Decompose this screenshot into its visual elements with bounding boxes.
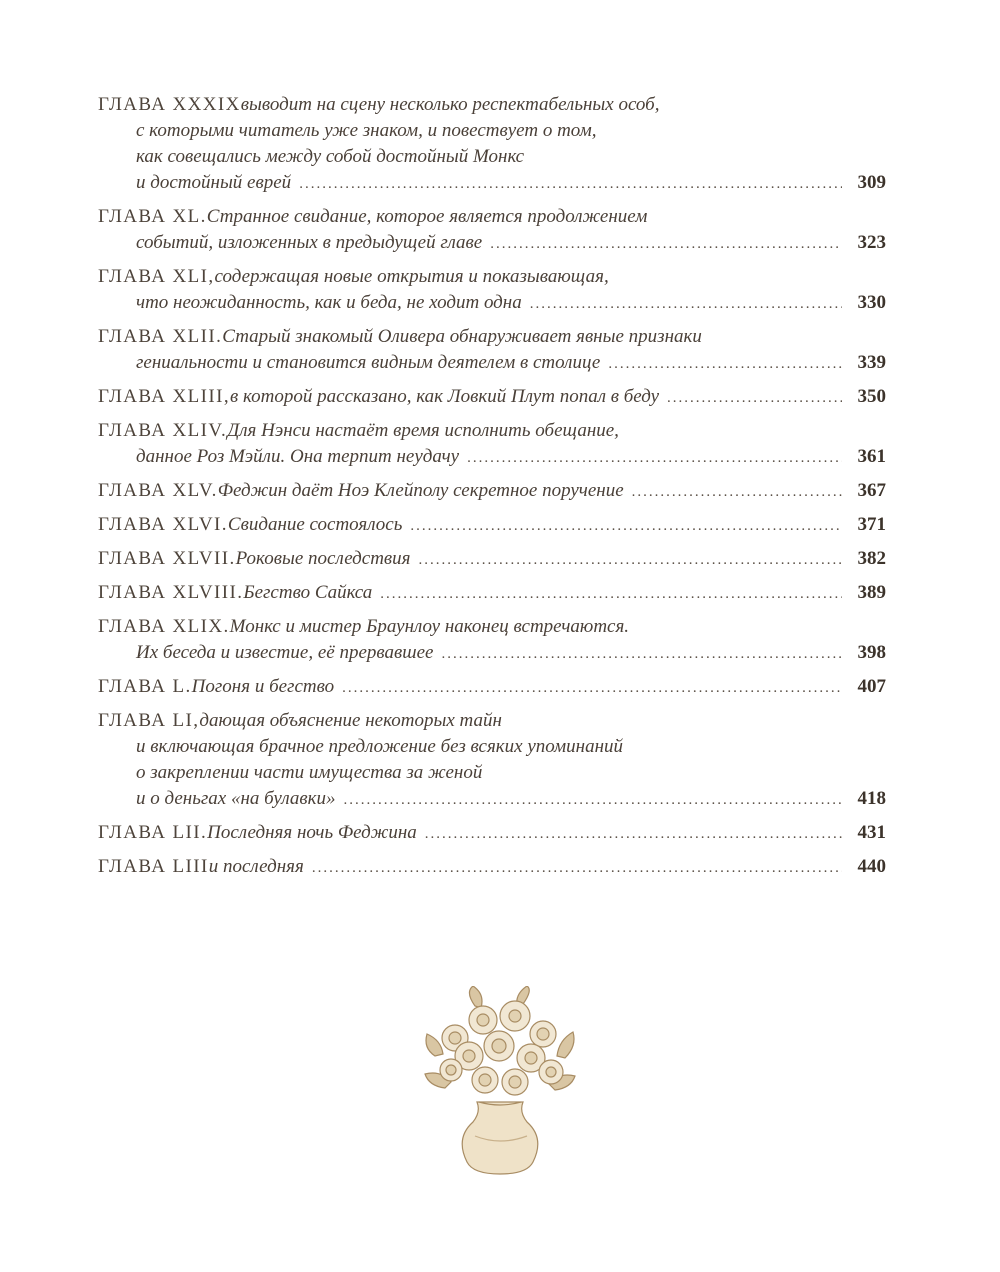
dot-leader [467, 445, 842, 471]
page-number: 382 [857, 548, 886, 569]
dot-leader [441, 641, 842, 667]
toc-entry[interactable] [98, 580, 886, 606]
toc-entry-line [98, 418, 886, 444]
chapter-description: с которыми читатель уже знаком, и повествует о том, [136, 120, 597, 141]
page-number: 371 [857, 514, 886, 535]
toc-entry-line [98, 118, 886, 144]
dot-leader [632, 479, 842, 505]
toc-entry[interactable] [98, 418, 886, 470]
toc-entry-line [98, 674, 886, 700]
toc-entry[interactable] [98, 478, 886, 504]
page-number: 418 [857, 788, 886, 809]
toc-entry-line [98, 170, 886, 196]
dot-leader [380, 581, 842, 607]
chapter-description: как совещались между собой достойный Монкс [136, 146, 525, 167]
page-number: 323 [857, 232, 886, 253]
flower-vase-icon [415, 986, 585, 1176]
toc-entry-line [98, 512, 886, 538]
page-number: 407 [857, 676, 886, 697]
toc-entry-line [98, 324, 886, 350]
toc-entry[interactable] [98, 546, 886, 572]
toc-entry-line [98, 230, 886, 256]
page-number: 398 [857, 642, 886, 663]
chapter-number: ГЛАВА XLVII. [98, 548, 236, 569]
chapter-description: Старый знакомый Оливера обнаруживает явные признаки [222, 326, 702, 347]
chapter-description: и о деньгах «на булавки» [136, 788, 336, 809]
chapter-number: ГЛАВА XLIV. [98, 420, 228, 441]
dot-leader [530, 291, 842, 317]
chapter-description: Бегство Сайкса [243, 582, 373, 603]
page-number: 330 [857, 292, 886, 313]
toc-entry-line [98, 264, 886, 290]
toc-entry[interactable] [98, 384, 886, 410]
page-number: 361 [857, 446, 886, 467]
toc-entry[interactable] [98, 324, 886, 376]
toc-entry-line [98, 546, 886, 572]
chapter-description: о закреплении части имущества за женой [136, 762, 483, 783]
flower-vase-illustration [415, 986, 585, 1176]
chapter-description: и последняя [208, 856, 304, 877]
dot-leader [490, 231, 842, 257]
toc-entry-line [98, 144, 886, 170]
toc-entry-line [98, 640, 886, 666]
chapter-number: ГЛАВА LII. [98, 822, 208, 843]
chapter-number: ГЛАВА LIII [98, 856, 209, 877]
chapter-description: и достойный еврей [136, 172, 292, 193]
chapter-description: что неожиданность, как и беда, не ходит одна [136, 292, 522, 313]
chapter-description: дающая объяснение некоторых тайн [199, 710, 502, 731]
chapter-description: в которой рассказано, как Ловкий Плут попал в беду [229, 386, 660, 407]
toc-entry[interactable] [98, 674, 886, 700]
table-of-contents [98, 92, 886, 888]
chapter-number: ГЛАВА L. [98, 676, 192, 697]
toc-entry[interactable] [98, 708, 886, 812]
chapter-number: ГЛАВА XL. [98, 206, 207, 227]
toc-entry-line [98, 854, 886, 880]
toc-entry-line [98, 786, 886, 812]
chapter-number: ГЛАВА XLIII, [98, 386, 230, 407]
chapter-description: Роковые последствия [235, 548, 411, 569]
toc-entry[interactable] [98, 264, 886, 316]
chapter-number: ГЛАВА XLIX. [98, 616, 230, 637]
chapter-number: ГЛАВА LI, [98, 710, 200, 731]
page-number: 431 [857, 822, 886, 843]
chapter-description: Последняя ночь Феджина [207, 822, 417, 843]
dot-leader [344, 787, 843, 813]
dot-leader [667, 385, 842, 411]
toc-entry-line [98, 444, 886, 470]
chapter-description: Странное свидание, которое является продолжением [206, 206, 648, 227]
toc-entry-line [98, 350, 886, 376]
chapter-description: Феджин даёт Ноэ Клейполу секретное поручение [217, 480, 624, 501]
chapter-description: Погоня и бегство [191, 676, 335, 697]
chapter-description: содержащая новые открытия и показывающая, [214, 266, 609, 287]
dot-leader [342, 675, 842, 701]
dot-leader [410, 513, 842, 539]
chapter-description: событий, изложенных в предыдущей главе [136, 232, 483, 253]
dot-leader [608, 351, 842, 377]
toc-entry-line [98, 478, 886, 504]
chapter-number: ГЛАВА XLII. [98, 326, 223, 347]
toc-entry-line [98, 820, 886, 846]
toc-entry-line [98, 204, 886, 230]
chapter-number: ГЛАВА XLVI. [98, 514, 228, 535]
toc-entry-line [98, 734, 886, 760]
dot-leader [419, 547, 842, 573]
chapter-number: ГЛАВА XLI, [98, 266, 215, 287]
toc-entry-line [98, 760, 886, 786]
page-number: 350 [857, 386, 886, 407]
toc-entry-line [98, 384, 886, 410]
toc-entry[interactable] [98, 512, 886, 538]
dot-leader [425, 821, 842, 847]
dot-leader [299, 171, 842, 197]
toc-entry[interactable] [98, 820, 886, 846]
chapter-description: и включающая брачное предложение без всяких упоминаний [136, 736, 624, 757]
chapter-number: ГЛАВА XLV. [98, 480, 218, 501]
toc-entry-line [98, 92, 886, 118]
toc-entry[interactable] [98, 854, 886, 880]
toc-entry-line [98, 614, 886, 640]
chapter-description: гениальности и становится видным деятелем в столице [136, 352, 601, 373]
chapter-description: Для Нэнси настаёт время исполнить обещание, [227, 420, 619, 441]
chapter-description: данное Роз Мэйли. Она терпит неудачу [136, 446, 460, 467]
toc-entry-line [98, 290, 886, 316]
chapter-description: выводит на сцену несколько респектабельных особ, [240, 94, 660, 115]
chapter-description: Монкс и мистер Браунлоу наконец встречаются. [229, 616, 630, 637]
page-number: 367 [857, 480, 886, 501]
toc-entry-line [98, 708, 886, 734]
toc-entry[interactable] [98, 92, 886, 196]
chapter-description: Их беседа и известие, её прервавшее [136, 642, 434, 663]
dot-leader [312, 855, 842, 881]
toc-entry-line [98, 580, 886, 606]
page-number: 389 [857, 582, 886, 603]
chapter-number: ГЛАВА XLVIII. [98, 582, 244, 603]
toc-entry[interactable] [98, 204, 886, 256]
page-number: 339 [857, 352, 886, 373]
toc-entry[interactable] [98, 614, 886, 666]
chapter-description: Свидание состоялось [227, 514, 403, 535]
page-number: 309 [857, 172, 886, 193]
page-number: 440 [857, 856, 886, 877]
chapter-number: ГЛАВА XXXIX [98, 94, 241, 115]
